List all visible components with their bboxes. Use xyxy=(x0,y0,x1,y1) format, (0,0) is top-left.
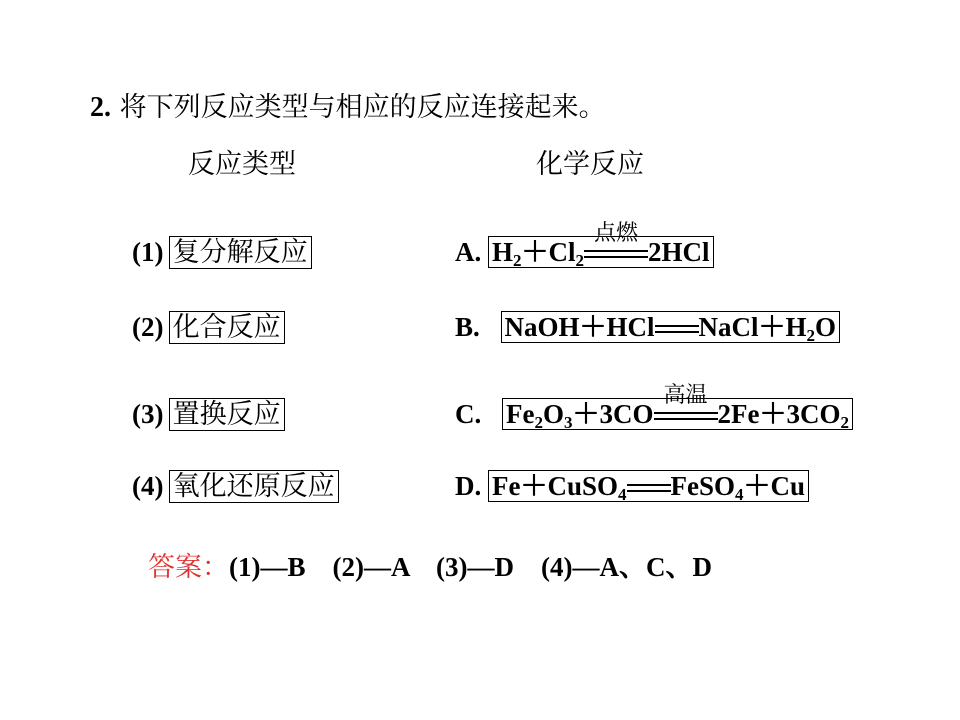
reaction-c-co: ＋3CO xyxy=(572,399,654,429)
type-text-2: 化合反应 xyxy=(169,311,285,344)
type-label-3: (3) xyxy=(132,399,164,429)
reaction-d-label: D. xyxy=(455,471,482,501)
question-title xyxy=(90,85,606,124)
header-reaction-type: 反应类型 xyxy=(188,149,296,180)
reaction-a-h: H xyxy=(492,237,514,267)
reaction-a-equation xyxy=(488,220,714,270)
reaction-c-products: 2Fe＋3CO xyxy=(717,399,841,429)
type-text-4: 氧化还原反应 xyxy=(169,470,339,503)
reaction-a-cl: ＋Cl xyxy=(521,237,576,267)
reaction-b-equation xyxy=(501,311,841,343)
reaction-a-condition: 点燃 xyxy=(594,220,639,246)
question-number: 2 xyxy=(90,92,104,123)
type-row-2 xyxy=(132,305,285,344)
reaction-b-equals xyxy=(655,325,699,335)
reaction-a-label: A. xyxy=(455,237,482,267)
reaction-b-products: NaCl＋H xyxy=(698,312,807,342)
type-row-3 xyxy=(132,392,285,431)
type-text-1: 复分解反应 xyxy=(169,236,312,269)
reaction-d-cu: ＋Cu xyxy=(743,471,806,501)
question-text: 将下列反应类型与相应的反应连接起来。 xyxy=(119,92,606,123)
reaction-d xyxy=(455,464,809,503)
reaction-c-sub-1: 2 xyxy=(534,413,543,432)
reaction-a-sub-1: 2 xyxy=(513,251,522,270)
reaction-c-condition: 高温 xyxy=(663,382,708,408)
reaction-d-sub-2: 4 xyxy=(735,485,744,504)
reaction-a xyxy=(455,220,714,270)
answer-body: (1)—B (2)—A (3)—D (4)—A、C、D xyxy=(229,552,712,582)
type-text-3: 置换反应 xyxy=(169,398,285,431)
reaction-a-sub-2: 2 xyxy=(575,251,585,270)
reaction-d-reactants: Fe＋CuSO xyxy=(492,471,619,501)
reaction-c-label: C. xyxy=(455,399,482,429)
type-label-1: (1) xyxy=(132,237,164,267)
reaction-b-reactants: NaOH＋HCl xyxy=(504,312,655,342)
type-row-4 xyxy=(132,464,339,503)
reaction-c-sub-3: 2 xyxy=(840,413,849,432)
reaction-a-equals xyxy=(584,220,648,260)
header-chemical-reaction: 化学反应 xyxy=(536,149,644,180)
reaction-c-equation xyxy=(502,382,853,432)
reaction-c xyxy=(455,382,853,432)
reaction-c-sub-2: 3 xyxy=(564,413,573,432)
reaction-d-equals xyxy=(627,484,671,494)
reaction-c-fe: Fe xyxy=(506,399,535,429)
type-label-2: (2) xyxy=(132,312,164,342)
question-number-separator: . xyxy=(104,92,111,123)
reaction-c-equals xyxy=(654,382,718,422)
reaction-b xyxy=(455,305,840,344)
type-row-1 xyxy=(132,230,312,269)
reaction-b-tail: O xyxy=(815,312,837,342)
answer-line xyxy=(148,545,712,584)
answer-head: 答案： xyxy=(148,552,229,583)
reaction-b-sub-1: 2 xyxy=(806,326,816,345)
reaction-a-product: 2HCl xyxy=(648,237,710,267)
reaction-d-equation xyxy=(488,470,809,502)
reaction-b-label: B. xyxy=(455,312,480,342)
type-label-4: (4) xyxy=(132,471,164,501)
reaction-c-o: O xyxy=(542,399,564,429)
reaction-d-sub-1: 4 xyxy=(618,485,627,504)
reaction-d-feso: FeSO xyxy=(670,471,736,501)
